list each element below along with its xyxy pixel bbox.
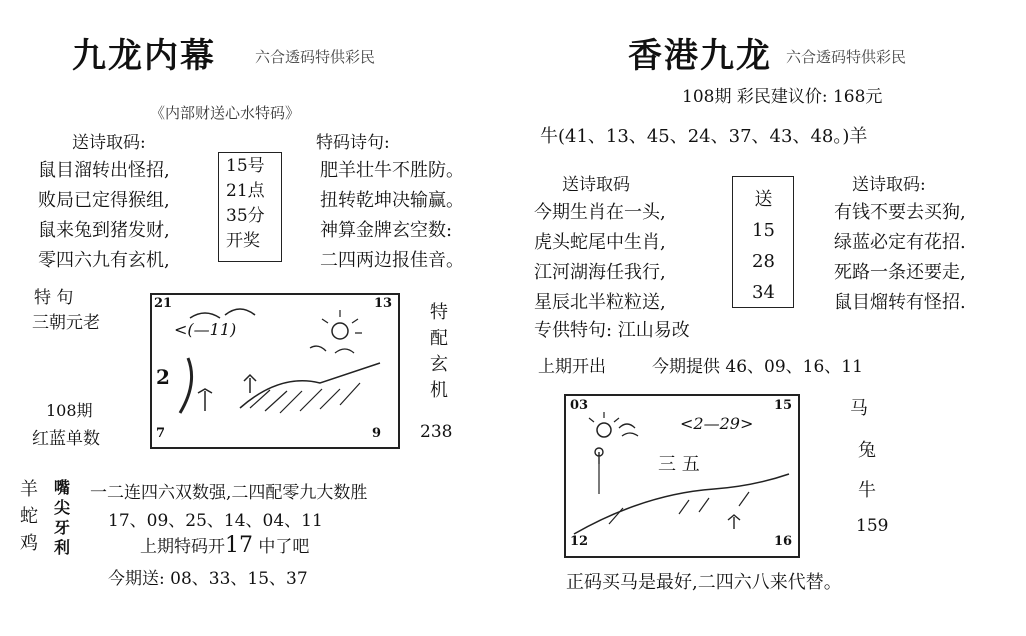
zodiac-ma: 马	[850, 398, 868, 419]
sketch-annotation: <2—29>	[680, 414, 754, 433]
sketch-corner-bl: 12	[570, 534, 589, 549]
poem-line: 鼠目溜转出怪招,	[38, 160, 170, 181]
left-poem-head: 送诗取码:	[72, 133, 146, 153]
vertical-char: 特	[430, 302, 448, 323]
left-poem-right-head: 特码诗句:	[316, 133, 390, 153]
left-issue: 108期	[46, 401, 93, 420]
line3-post: 中了吧	[253, 537, 310, 557]
num-238: 238	[420, 422, 453, 442]
right-sketch-drawing	[564, 394, 798, 556]
sketch-corner-br: 16	[774, 534, 793, 549]
draw-time	[226, 154, 265, 254]
right-poem-lines	[534, 198, 666, 318]
last-period: 上期开出	[538, 357, 606, 377]
red-blue-label: 红蓝单数	[32, 429, 100, 449]
poem-line: 死路一条还要走,	[834, 262, 966, 283]
vertical-char: 配	[430, 328, 448, 349]
vertical-char: 机	[430, 380, 448, 401]
left-line4: 今期送: 08、33、15、37	[108, 569, 308, 589]
left-line3	[140, 532, 309, 558]
send-box-line: 34	[752, 282, 775, 303]
feature-char: 牙	[54, 518, 71, 537]
draw-time-line: 35分	[226, 206, 265, 226]
poem-line: 江河湖海任我行,	[534, 262, 666, 283]
left-poem-lines	[38, 156, 170, 276]
poem-line: 有钱不要去买狗,	[834, 202, 966, 223]
num-159: 159	[856, 516, 889, 536]
right-poem-head: 送诗取码	[562, 175, 630, 195]
zodiac-niu: 牛	[858, 480, 876, 501]
price-line: 108期 彩民建议价: 168元	[682, 87, 883, 107]
animal: 羊	[20, 479, 38, 500]
poem-line: 绿蓝必定有花招.	[834, 232, 966, 253]
poem-line: 虎头蛇尾中生肖,	[534, 232, 666, 253]
poem-line: 败局已定得猴组,	[38, 190, 170, 211]
features	[54, 478, 70, 558]
special-line: 专供特句: 江山易改	[534, 320, 690, 341]
draw-time-line: 15号	[226, 156, 265, 176]
animals	[20, 476, 38, 557]
sketch-corner-tr: 13	[374, 296, 393, 311]
poem-line: 鼠来兔到猪发财,	[38, 220, 170, 241]
left-banner: 《内部财送心水特码》	[150, 104, 301, 122]
sketch-chars: 三 五	[658, 454, 700, 475]
animal: 蛇	[20, 506, 38, 527]
send-box-line: 15	[752, 220, 775, 241]
feature-char: 嘴	[54, 478, 71, 497]
zodiac-tu: 兔	[858, 440, 876, 461]
draw-time-line: 开奖	[226, 231, 260, 251]
draw-time-line: 21点	[226, 181, 265, 201]
side-vertical	[430, 300, 448, 404]
vertical-char: 玄	[430, 354, 448, 375]
sketch-corner-bl: 7	[156, 426, 166, 441]
animal: 鸡	[20, 533, 38, 554]
poem-line: 神算金牌玄空数:	[320, 220, 453, 241]
this-period: 今期提供 46、09、16、11	[652, 357, 863, 377]
feature-char: 利	[54, 538, 71, 557]
special-head: 特 句	[34, 288, 74, 308]
sketch-annotation: <(—11)	[174, 320, 237, 339]
right-title: 香港九龙	[628, 36, 772, 76]
sketch-corner-br: 9	[372, 426, 382, 441]
ox-line: 牛(41、13、45、24、37、43、48。)羊	[540, 126, 868, 147]
sketch-number: 2	[156, 365, 170, 389]
right-title-sub: 六合透码特供彩民	[786, 48, 907, 66]
sketch-corner-tl: 03	[570, 398, 589, 413]
right-poem-right-lines	[834, 198, 966, 318]
poem-line: 今期生肖在一头,	[534, 202, 666, 223]
send-box-line: 送	[754, 189, 773, 210]
poem-line: 鼠目熘转有怪招.	[834, 292, 966, 313]
poem-line: 零四六九有玄机,	[38, 250, 170, 271]
poem-line: 扭转乾坤决输赢。	[320, 190, 464, 211]
sketch-corner-tr: 15	[774, 398, 793, 413]
left-title: 九龙内幕	[72, 36, 216, 76]
bottom-line: 正码买马是最好,二四六八来代替。	[566, 572, 842, 593]
poem-line: 肥羊壮牛不胜防。	[320, 160, 464, 181]
poem-line: 二四两边报佳音。	[320, 250, 464, 271]
left-line1: 一二连四六双数强,二四配零九大数胜	[90, 483, 368, 503]
left-title-sub: 六合透码特供彩民	[255, 48, 376, 66]
line3-num: 17	[225, 533, 253, 558]
special-text: 三朝元老	[32, 313, 100, 333]
left-poem-right-lines	[320, 156, 464, 276]
left-line2: 17、09、25、14、04、11	[108, 511, 323, 531]
send-box-content	[752, 184, 775, 308]
line3-pre: 上期特码开	[140, 537, 225, 557]
poem-line: 星辰北半粒粒送,	[534, 292, 666, 313]
right-poem-right-head: 送诗取码:	[852, 175, 926, 195]
sketch-corner-tl: 21	[154, 296, 173, 311]
left-sketch-drawing	[150, 293, 398, 447]
feature-char: 尖	[54, 498, 71, 517]
send-box-line: 28	[752, 251, 775, 272]
